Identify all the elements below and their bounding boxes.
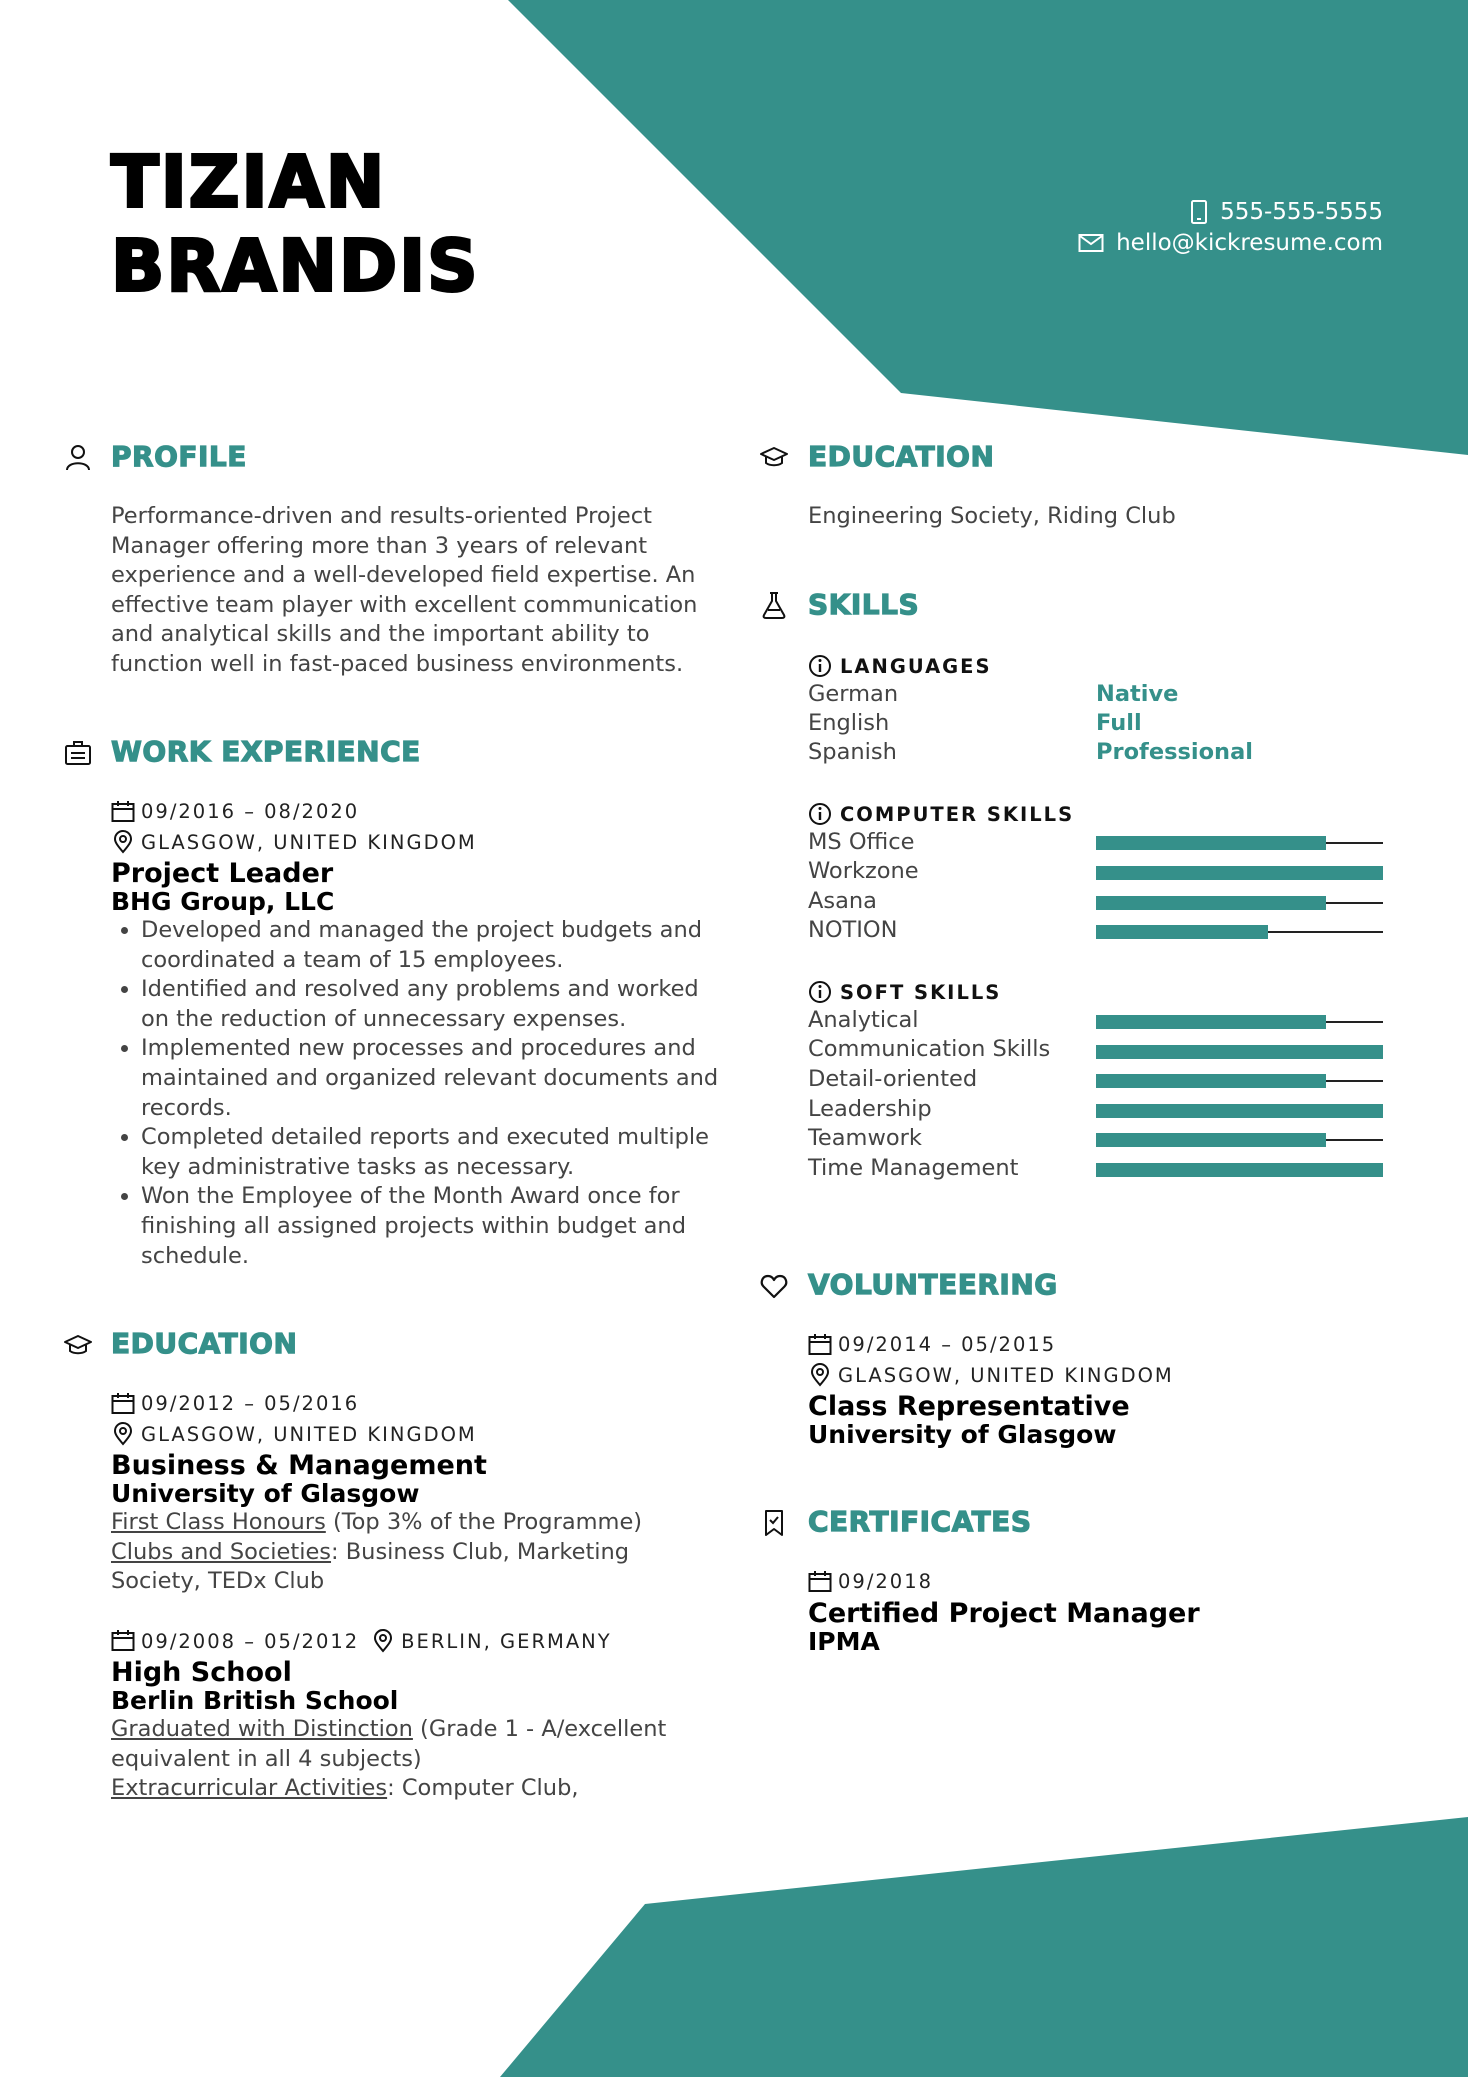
skill-level-bar [1096, 1104, 1383, 1118]
volunteering-title: VOLUNTEERING [808, 1268, 1058, 1301]
skill-level-bar [1096, 1163, 1383, 1177]
map-pin-icon [111, 830, 135, 854]
email-address: hello@kickresume.com [1116, 229, 1383, 256]
phone-number: 555-555-5555 [1220, 198, 1383, 225]
language-level: Full [1096, 710, 1142, 736]
list-item: • Won the Employee of the Month Award once for finishing all assigned projects within budget and schedule. [141, 1182, 741, 1271]
skill-name: NOTION [808, 917, 898, 943]
profile-line: and analytical skills and the important ability to [111, 621, 650, 648]
profile-line: effective team player with excellent communication [111, 591, 698, 618]
certificates-title: CERTIFICATES [808, 1505, 1032, 1538]
education-dates [111, 1392, 359, 1415]
skill-name: Analytical [808, 1007, 919, 1033]
skills-title: SKILLS [808, 588, 920, 621]
education-school: University of Glasgow [111, 1479, 420, 1508]
language-name: Spanish [808, 739, 897, 765]
list-item: • Implemented new processes and procedures and maintained and organized relevant documents and records. [141, 1034, 741, 1123]
job-location-text: GLASGOW, UNITED KINGDOM [141, 830, 477, 854]
person-icon [64, 443, 92, 471]
job-dates [111, 800, 359, 823]
honours-link: First Class Honours [111, 1509, 326, 1535]
profile-line: Manager offering more than 3 years of relevant [111, 532, 648, 559]
flask-icon [760, 591, 788, 619]
education-degree: High School [111, 1657, 292, 1688]
skill-name: Asana [808, 888, 877, 914]
info-icon [808, 654, 832, 678]
bottom-shape [500, 1817, 1468, 2077]
volunteering-role: Class Representative [808, 1391, 1130, 1422]
education-location [111, 1422, 477, 1446]
skill-level-bar [1096, 1133, 1383, 1147]
education-dates-text: 09/2008 – 05/2012 [141, 1629, 360, 1653]
skill-level-bar [1096, 1015, 1383, 1029]
distinction-link: Graduated with Distinction [111, 1716, 413, 1742]
job-dates-text: 09/2016 – 08/2020 [141, 800, 360, 823]
skill-level-bar [1096, 925, 1383, 939]
skill-level-bar [1096, 896, 1383, 910]
briefcase-icon [64, 739, 92, 767]
education-dates-location [111, 1629, 612, 1653]
job-responsibilities [111, 916, 741, 1271]
contact-info [1078, 196, 1383, 258]
bookmark-check-icon [760, 1509, 788, 1537]
skill-name: Detail-oriented [808, 1066, 978, 1092]
contact-phone[interactable] [1078, 196, 1383, 227]
job-position: Project Leader [111, 858, 334, 889]
info-icon [808, 802, 832, 826]
skill-level-bar [1096, 866, 1383, 880]
work-experience-title: WORK EXPERIENCE [111, 735, 421, 768]
certificate-date [808, 1570, 933, 1593]
skill-name: Workzone [808, 858, 919, 884]
profile-line: Performance-driven and results-oriented Project [111, 503, 652, 529]
certificate-name: Certified Project Manager [808, 1598, 1200, 1629]
calendar-icon [111, 1630, 135, 1652]
map-pin-icon [371, 1629, 395, 1653]
education-details: First Class Honours (Top 3% of the Programme) Clubs and Societies: Business Club, Marketing Society, TEDx Club [111, 1508, 711, 1597]
language-name: English [808, 710, 890, 736]
education-details: Graduated with Distinction (Grade 1 - A/excellent equivalent in all 4 subjects) Extracurricular Activities: Computer Club, [111, 1715, 711, 1804]
skill-name: Time Management [808, 1155, 1019, 1181]
calendar-icon [111, 801, 135, 823]
first-name: TIZIAN [111, 140, 387, 224]
info-icon [808, 980, 832, 1004]
calendar-icon [808, 1334, 832, 1356]
education-dates-text: 09/2012 – 05/2016 [141, 1392, 360, 1415]
calendar-icon [111, 1393, 135, 1415]
map-pin-icon [808, 1363, 832, 1387]
volunteering-org: University of Glasgow [808, 1420, 1117, 1449]
computer-skills-heading [808, 802, 1074, 826]
languages-heading-text: LANGUAGES [840, 654, 992, 678]
education-location-text: BERLIN, GERMANY [401, 1629, 612, 1653]
skill-level-bar [1096, 1045, 1383, 1059]
list-item: • Developed and managed the project budgets and coordinated a team of 15 employees. [141, 916, 741, 975]
job-company: BHG Group, LLC [111, 887, 335, 916]
skill-name: Teamwork [808, 1125, 922, 1151]
clubs-link: Clubs and Societies [111, 1538, 332, 1565]
volunteering-location-text: GLASGOW, UNITED KINGDOM [838, 1363, 1174, 1387]
calendar-icon [808, 1571, 832, 1593]
education-degree: Business & Management [111, 1450, 487, 1481]
language-level: Native [1096, 681, 1179, 707]
skill-level-bar [1096, 836, 1383, 850]
languages-heading [808, 654, 992, 678]
activities-link: Extracurricular Activities [111, 1775, 388, 1802]
job-location [111, 830, 477, 854]
skill-name: Leadership [808, 1096, 932, 1122]
skill-name: MS Office [808, 829, 915, 855]
education-title: EDUCATION [111, 1327, 298, 1360]
certificate-issuer: IPMA [808, 1627, 880, 1656]
soft-skills-heading-text: SOFT SKILLS [840, 980, 1002, 1004]
education-school: Berlin British School [111, 1686, 399, 1715]
skill-level-bar [1096, 1074, 1383, 1088]
volunteering-dates-text: 09/2014 – 05/2015 [838, 1333, 1057, 1356]
list-item: • Completed detailed reports and executed multiple key administrative tasks as necessary. [141, 1123, 741, 1182]
envelope-icon [1078, 233, 1104, 253]
language-level: Professional [1096, 739, 1253, 765]
education-right-title: EDUCATION [808, 440, 995, 473]
graduation-cap-icon [760, 443, 788, 471]
heart-icon [760, 1272, 788, 1300]
list-item: • Identified and resolved any problems and worked on the reduction of unnecessary expenses. [141, 975, 741, 1034]
grade-continued: equivalent in all 4 subjects) [111, 1745, 422, 1772]
candidate-name [111, 140, 480, 308]
phone-icon [1190, 200, 1208, 224]
volunteering-location [808, 1363, 1174, 1387]
computer-skills-heading-text: COMPUTER SKILLS [840, 802, 1075, 826]
clubs-continued: Society, TEDx Club [111, 1568, 325, 1595]
last-name: BRANDIS [111, 224, 480, 308]
profile-title: PROFILE [111, 440, 247, 473]
profile-line: function well in fast-paced business environments. [111, 650, 684, 677]
certificate-date-text: 09/2018 [838, 1570, 934, 1593]
graduation-cap-icon [64, 1331, 92, 1359]
soft-skills-heading [808, 980, 1001, 1004]
education-right-text: Engineering Society, Riding Club [808, 503, 1176, 529]
volunteering-dates [808, 1333, 1056, 1356]
contact-email[interactable] [1078, 227, 1383, 258]
map-pin-icon [111, 1422, 135, 1446]
language-name: German [808, 681, 899, 707]
skill-name: Communication Skills [808, 1036, 1051, 1062]
profile-line: experience and a well-developed field expertise. An [111, 562, 696, 589]
profile-summary [111, 502, 711, 680]
education-location-text: GLASGOW, UNITED KINGDOM [141, 1422, 477, 1446]
